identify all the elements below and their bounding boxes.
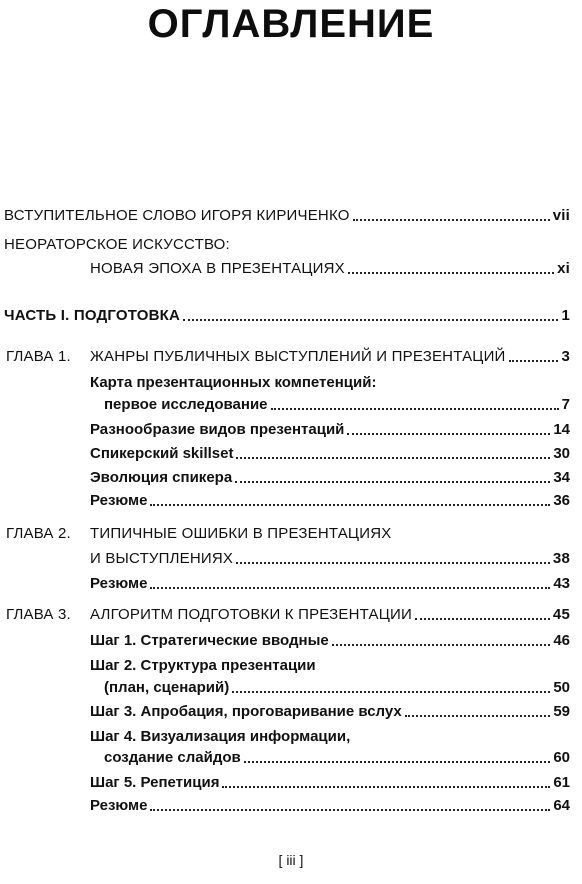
toc-entry-ch3-s4[interactable] [104,748,570,768]
dot-leader [244,761,551,763]
entry-title: Резюме [90,575,148,592]
entry-title: Шаг 1. Стратегические вводные [90,632,329,649]
dot-leader [347,433,550,435]
toc-entry-ch3-s2-line1[interactable]: Шаг 2. Структура презентации [90,657,316,674]
chapter-label: ГЛАВА 2. [6,525,71,542]
page-number: 43 [553,575,570,592]
entry-title: ЖАНРЫ ПУБЛИЧНЫХ ВЫСТУПЛЕНИЙ И ПРЕЗЕНТАЦИЙ [90,348,506,365]
page-number: 64 [553,797,570,814]
page-number: 36 [553,492,570,509]
toc-entry-part1[interactable] [4,306,570,326]
toc-entry-chapter-2-line1[interactable]: ТИПИЧНЫЕ ОШИБКИ В ПРЕЗЕНТАЦИЯХ [90,525,392,542]
page-number: 34 [553,469,570,486]
dot-leader [348,272,554,274]
entry-title: ЧАСТЬ I. ПОДГОТОВКА [4,307,181,324]
page-number: 1 [561,307,570,324]
dot-leader [353,219,550,221]
page-number: vii [552,207,570,224]
toc-entry-intro[interactable] [90,259,570,279]
toc-entry-ch3-s1[interactable] [90,631,570,651]
chapter-label: ГЛАВА 3. [6,606,71,623]
dot-leader [332,644,551,646]
entry-title: Резюме [90,797,148,814]
toc-entry-chapter-2[interactable] [90,549,570,569]
page-number: 7 [561,396,570,413]
dot-leader [236,562,550,564]
toc-entry-ch3-s4-line1[interactable]: Шаг 4. Визуализация информации, [90,728,351,745]
toc-entry-ch1-s1[interactable] [104,395,570,415]
toc-entry-foreword[interactable] [4,206,570,226]
entry-title: Разнообразие видов презентаций [90,421,345,438]
dot-leader [509,360,559,362]
page-number: 45 [552,606,570,623]
toc-entry-ch3-s3[interactable] [90,702,570,722]
toc-entry-ch3-s2[interactable] [104,678,570,698]
page-number: 14 [553,421,570,438]
page-number: 50 [553,679,570,696]
page-number: 3 [561,348,570,365]
dot-leader [150,809,550,811]
page-number: 46 [553,632,570,649]
dot-leader [415,618,550,620]
dot-leader [235,481,550,483]
toc-entry-ch1-s2[interactable] [90,420,570,440]
toc-entry-chapter-3[interactable] [90,605,570,625]
toc-entry-ch2-s1[interactable] [90,574,570,594]
entry-title: И ВЫСТУПЛЕНИЯХ [90,550,234,567]
entry-title: Шаг 3. Апробация, проговаривание вслух [90,703,402,720]
dot-leader [222,786,550,788]
entry-title: ВСТУПИТЕЛЬНОЕ СЛОВО ИГОРЯ КИРИЧЕНКО [4,207,350,224]
entry-title: Спикерский skillset [90,445,234,462]
page-number: 38 [552,550,570,567]
toc-entry-ch3-s5[interactable] [90,773,570,793]
page-number: xi [557,260,570,277]
dot-leader [183,319,558,321]
toc-entry-ch3-s6[interactable] [90,796,570,816]
dot-leader [150,504,550,506]
page-number: 59 [553,703,570,720]
entry-title: Эволюция спикера [90,469,233,486]
dot-leader [236,457,550,459]
page-title: ОГЛАВЛЕНИЕ [147,2,435,46]
toc-entry-ch1-s4[interactable] [90,468,570,488]
toc-entry-chapter-1[interactable] [90,347,570,367]
entry-title: (план, сценарий) [104,679,230,696]
page-number: 60 [553,749,570,766]
chapter-label: ГЛАВА 1. [6,348,71,365]
entry-title: АЛГОРИТМ ПОДГОТОВКИ К ПРЕЗЕНТАЦИИ [90,606,413,623]
toc-entry-ch1-s3[interactable] [90,444,570,464]
toc-entry-ch1-s5[interactable] [90,491,570,511]
page-number: 61 [553,774,570,791]
entry-title: Шаг 5. Репетиция [90,774,220,791]
page-number: 30 [553,445,570,462]
entry-title: первое исследование [104,396,268,413]
entry-title: Резюме [90,492,148,509]
dot-leader [405,715,551,717]
toc-entry-ch1-s1-line1[interactable]: Карта презентационных компетенций: [90,374,377,391]
entry-title: НОВАЯ ЭПОХА В ПРЕЗЕНТАЦИЯХ [90,260,345,277]
toc-entry-intro-line1[interactable]: НЕОРАТОРСКОЕ ИСКУССТВО: [4,236,230,253]
dot-leader [271,408,559,410]
dot-leader [232,691,550,693]
dot-leader [150,587,550,589]
entry-title: создание слайдов [104,749,241,766]
page-folio: [ iii ] [278,852,304,868]
